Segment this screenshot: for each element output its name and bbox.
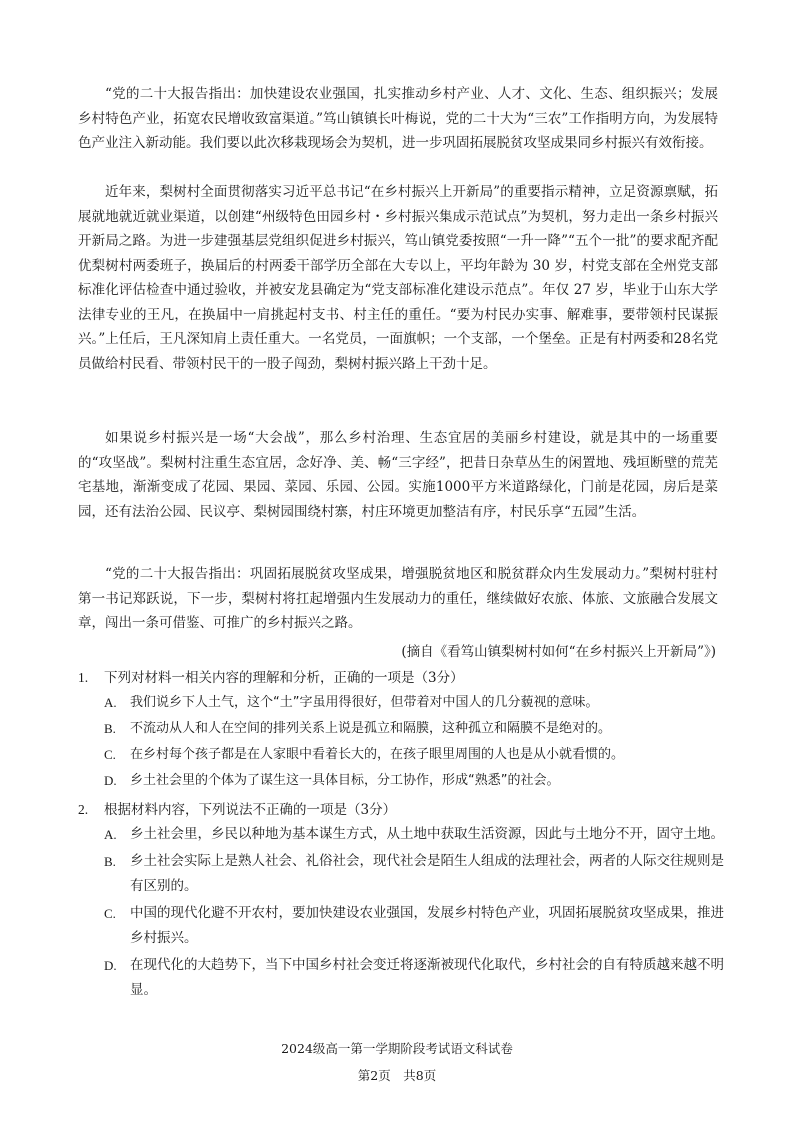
option-text: 我们说乡下人土气，这个“土”字虽用得很好，但带着对中国人的几分藐视的意味。 — [130, 695, 599, 710]
article-paragraph-4: “党的二十大报告指出：巩固拓展脱贫攻坚成果，增强脱贫地区和脱贫群众内生发展动力。”梨树村驻村第一书记郑跃说，下一步，梨树村将扛起增强内生发展动力的重任，继续做好农旅、体旅、文旅融合发展文章，闯出一条可借鉴、可推广的乡村振兴之路。 — [78, 566, 718, 631]
option-text: 不流动从人和人在空间的排列关系上说是孤立和隔膜，这种孤立和隔膜不是绝对的。 — [130, 721, 612, 736]
option-letter: A. — [104, 827, 117, 842]
option-text: 乡土社会里的个体为了谋生这一具体目标，分工协作，形成“熟悉”的社会。 — [130, 773, 560, 788]
option-text: 乡土社会里，乡民以种地为基本谋生方式，从土地中获取生活资源，因此与土地分不开，固守土地。 — [130, 826, 724, 842]
question-1-option-b[interactable] — [78, 716, 728, 742]
article-source-citation: (摘自《看笃山镇梨树村如何“在乡村振兴上开新局”》) — [401, 644, 716, 660]
article-paragraph-2: 近年来，梨树村全面贯彻落实习近平总书记“在乡村振兴上开新局”的重要指示精神，立足资源禀赋，拓展就地就近就业渠道，以创建“州级特色田园乡村・乡村振兴集成示范试点”为契机，努力走出一条乡村振兴开新局之路。为进一步建强基层党组织促进乡村振兴，笃山镇党委按照“一升一降”“五个一批”的要求配齐配优梨树村两委班子，换届后的村两委干部学历全部在大专以上，平均年龄为 30 岁，村党支部在全州党支部标准化评估检查中通过验收，并被安龙县确定为“党支部标准化建设示范点”。年仅 27 岁，毕业于山东大学法律专业的王凡，在换届中一肩挑起村支书、村主任的重任。“要为村民办实事、解难事，要带领村民谋振兴。”上任后，王凡深知肩上责任重大。一名党员，一面旗帜；一个支部，一个堡垒。正是有村两委和28名党员做给村民看、带领村民干的一股子闯劲，梨树村振兴路上干劲十足。 — [78, 184, 718, 372]
exam-title-footer: 2024级高一第一学期阶段考试语文科试卷 — [281, 1041, 513, 1056]
question-number: 1. — [78, 670, 89, 685]
option-letter: D. — [104, 773, 117, 788]
article-paragraph-1: “党的二十大报告指出：加快建设农业强国，扎实推动乡村产业、人才、文化、生态、组织振兴；发展乡村特色产业，拓宽农民增收致富渠道。”笃山镇镇长叶梅说，党的二十大为“三农”工作指明方向，为发展特色产业注入新动能。我们要以此次移栽现场会为契机，进一步巩固拓展脱贫攻坚成果同乡村振兴有效衔接。 — [78, 86, 718, 151]
question-2-option-c[interactable] — [78, 901, 728, 952]
option-text: 在现代化的大趋势下，当下中国乡村社会变迁将逐渐被现代化取代，乡村社会的自有特质越来越不明显。 — [130, 956, 724, 998]
option-text: 中国的现代化避不开农村，要加快建设农业强国，发展乡村特色产业，巩固拓展脱贫攻坚成果，推进乡村振兴。 — [130, 904, 724, 946]
question-1-stem — [78, 666, 728, 690]
question-2-option-b[interactable] — [78, 849, 728, 900]
article-paragraph-3: 如果说乡村振兴是一场“大会战”，那么乡村治理、生态宜居的美丽乡村建设，就是其中的一场重要的“攻坚战”。梨树村注重生态宜居，念好净、美、畅“三字经”，把昔日杂草丛生的闲置地、残垣断壁的荒芜宅基地，渐渐变成了花园、果园、菜园、乐园、公园。实施1000平方米道路绿化，门前是花园，房后是菜园，还有法治公园、民议亭、梨树园围绕村寨，村庄环境更加整洁有序，村民乐享“五园”生活。 — [78, 430, 718, 520]
question-2-option-a[interactable] — [78, 822, 728, 848]
question-number: 2. — [78, 802, 89, 817]
question-1-option-c[interactable] — [78, 742, 728, 768]
option-text: 在乡村每个孩子都是在人家眼中看着长大的，在孩子眼里周围的人也是从小就看惯的。 — [130, 747, 625, 762]
option-letter: D. — [104, 957, 117, 973]
question-1 — [78, 666, 728, 794]
option-letter: B. — [104, 853, 116, 869]
option-letter: C. — [104, 905, 116, 921]
option-letter: C. — [104, 747, 116, 762]
question-stem-text: 根据材料内容，下列说法不正确的一项是（3分） — [104, 802, 397, 818]
question-1-option-a[interactable] — [78, 690, 728, 716]
option-text: 乡土社会实际上是熟人社会、礼俗社会，现代社会是陌生人组成的法理社会，两者的人际交往规则是有区别的。 — [130, 852, 724, 894]
question-2-option-d[interactable] — [78, 953, 728, 1004]
option-letter: A. — [104, 695, 117, 710]
option-letter: B. — [104, 721, 116, 736]
question-2-stem — [78, 798, 728, 822]
page-number-footer: 第2页 共8页 — [357, 1068, 437, 1083]
question-2 — [78, 798, 728, 1005]
question-1-option-d[interactable] — [78, 768, 728, 794]
question-stem-text: 下列对材料一相关内容的理解和分析，正确的一项是（3分） — [104, 670, 464, 686]
